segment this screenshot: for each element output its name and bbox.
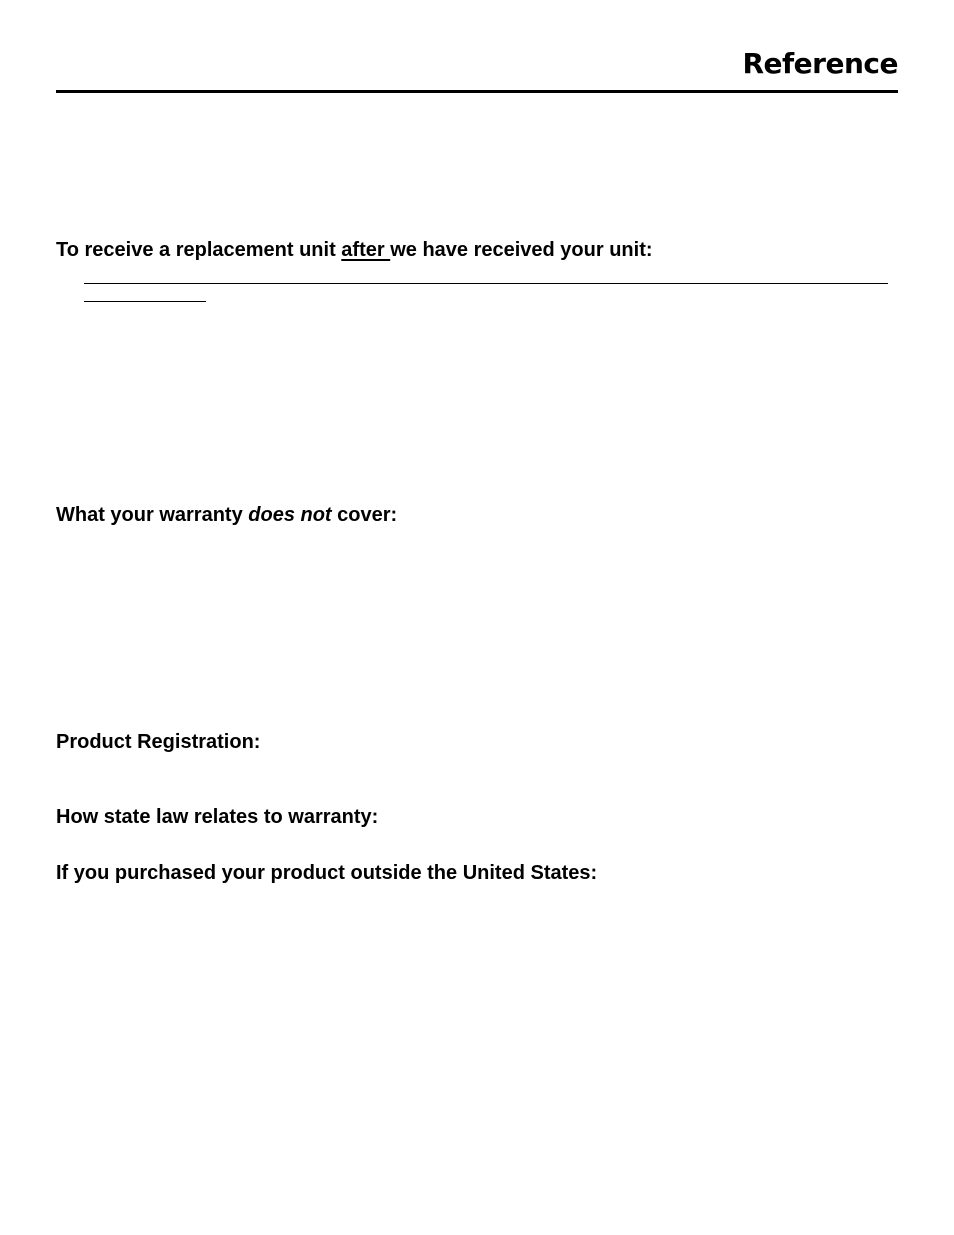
replacement-after-prefix: To receive a replacement unit <box>56 239 342 261</box>
not-covered-suffix: cover: <box>331 504 398 526</box>
product-registration-heading: Product Registration: <box>56 731 261 753</box>
replacement-after-suffix: we have received your unit: <box>390 239 653 261</box>
replacement-after-heading <box>56 238 653 262</box>
outside-us-heading: If you purchased your product outside the United States: <box>56 862 598 884</box>
state-law-heading: How state law relates to warranty: <box>56 806 379 828</box>
page-title: Reference <box>742 47 898 80</box>
not-covered-emphasis: does not <box>248 504 332 526</box>
replacement-after-underlined: after <box>341 239 391 261</box>
underline-rule-long <box>84 283 888 284</box>
page-header <box>56 40 898 93</box>
underline-rule-short <box>84 301 206 302</box>
not-covered-heading <box>56 503 397 527</box>
not-covered-prefix: What your warranty <box>56 504 249 526</box>
